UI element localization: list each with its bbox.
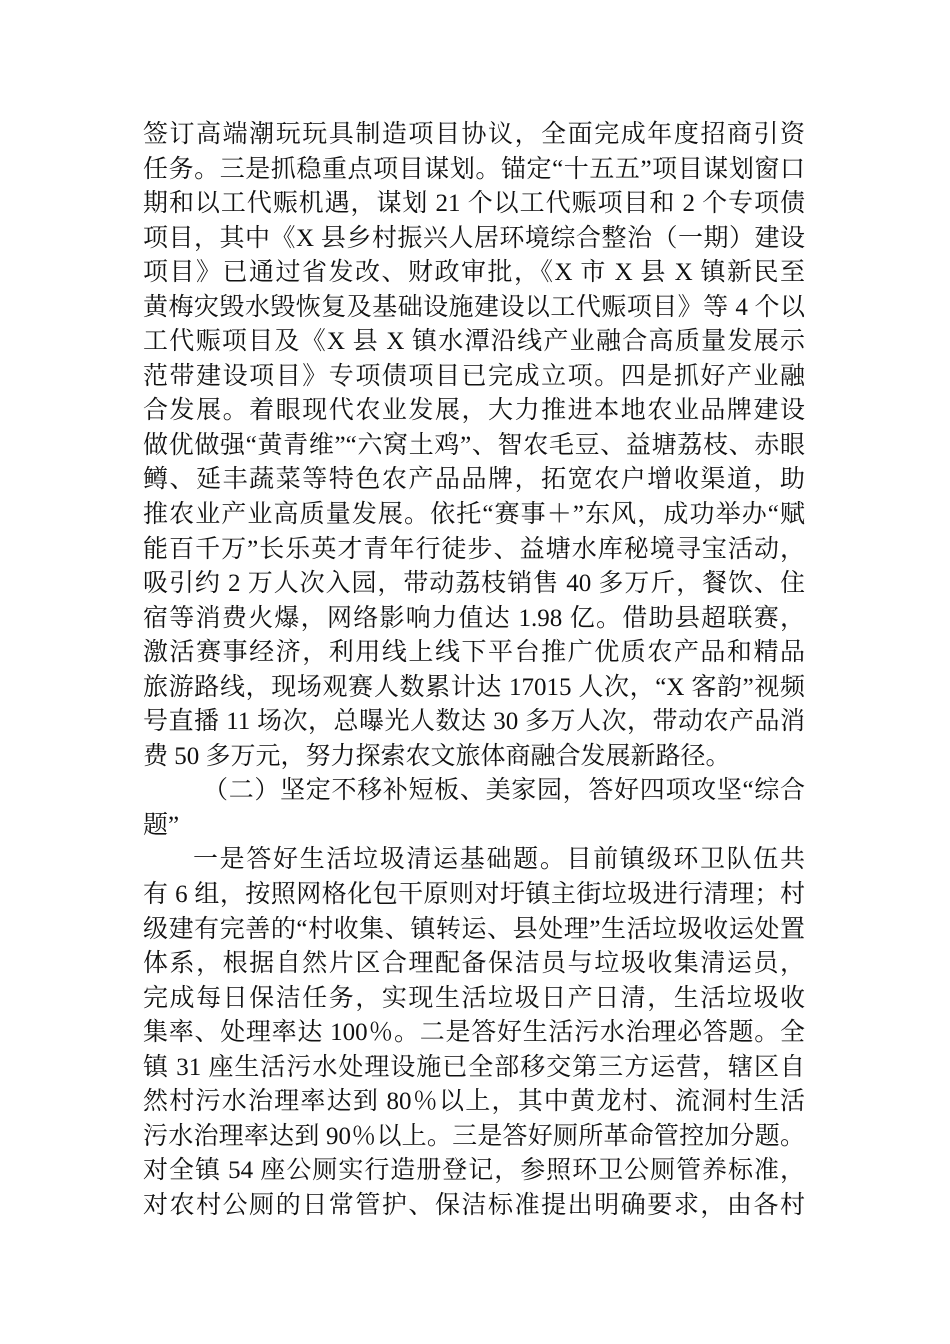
heading-line: （二）坚定不移补短板、美家园，答好四项攻坚“综合	[203, 777, 805, 805]
text-line: 吸引约 2 万人次入园，带动荔枝销售 40 多万斤，餐饮、住	[143, 570, 805, 598]
text-line: 黄梅灾毁水毁恢复及基础设施建设以工代赈项目》等 4 个以	[143, 293, 805, 321]
text-line: 费 50 多万元，努力探索农文旅体商融合发展新路径。	[143, 742, 731, 770]
text-line: 有 6 组，按照网格化包干原则对圩镇主街垃圾进行清理；村	[143, 881, 805, 909]
text-line: 对全镇 54 座公厕实行造册登记，参照环卫公厕管养标准，	[143, 1157, 805, 1185]
section-heading	[143, 774, 805, 843]
text-line: 合发展。着眼现代农业发展，大力推进本地农业品牌建设	[143, 397, 805, 425]
paragraph-sanitation	[143, 843, 805, 1223]
text-line: 工代赈项目及《X 县 X 镇水潭沿线产业融合高质量发展示	[143, 328, 805, 356]
text-line: 项目》已通过省发改、财政审批，《X 市 X 县 X 镇新民至	[143, 259, 805, 287]
text-line: 做优做强“黄青维”“六窝土鸡”、智农毛豆、益塘荔枝、赤眼	[143, 431, 805, 459]
text-line: 项目，其中《X 县乡村振兴人居环境综合整治（一期）建设	[143, 224, 805, 252]
text-line: 一是答好生活垃圾清运基础题。目前镇级环卫队伍共	[193, 846, 805, 874]
text-line: 激活赛事经济，利用线上线下平台推广优质农产品和精品	[143, 639, 805, 667]
text-line: 级建有完善的“村收集、镇转运、县处理”生活垃圾收运处置	[143, 915, 805, 943]
text-line: 推农业产业高质量发展。依托“赛事＋”东风，成功举办“赋	[143, 501, 805, 529]
text-line: 任务。三是抓稳重点项目谋划。锚定“十五五”项目谋划窗口	[143, 155, 805, 183]
text-line: 镇 31 座生活污水处理设施已全部移交第三方运营，辖区自	[143, 1053, 805, 1081]
paragraph-investment-projects	[143, 118, 805, 774]
text-line: 宿等消费火爆，网络影响力值达 1.98 亿。借助县超联赛，	[143, 604, 805, 632]
text-line: 污水治理率达到 90％以上。三是答好厕所革命管控加分题。	[143, 1122, 805, 1150]
text-line: 旅游路线，现场观赛人数累计达 17015 人次，“X 客韵”视频	[143, 673, 805, 701]
heading-line: 题”	[143, 811, 180, 839]
text-line: 然村污水治理率达到 80％以上，其中黄龙村、流洞村生活	[143, 1088, 805, 1116]
text-line: 签订高端潮玩玩具制造项目协议，全面完成年度招商引资	[143, 121, 805, 148]
text-line: 期和以工代赈机遇，谋划 21 个以工代赈项目和 2 个专项债	[143, 190, 805, 218]
text-line: 完成每日保洁任务，实现生活垃圾日产日清，生活垃圾收	[143, 984, 805, 1012]
text-line: 号直播 11 场次，总曝光人数达 30 多万人次，带动农产品消	[143, 708, 805, 736]
text-line: 对农村公厕的日常管护、保洁标准提出明确要求，由各村	[143, 1191, 805, 1219]
text-line: 能百千万”长乐英才青年行徒步、益塘水库秘境寻宝活动，	[143, 535, 805, 563]
document-page	[143, 118, 805, 1224]
text-line: 集率、处理率达 100％。二是答好生活污水治理必答题。全	[143, 1019, 805, 1047]
text-line: 体系，根据自然片区合理配备保洁员与垃圾收集清运员，	[143, 950, 805, 978]
text-line: 范带建设项目》专项债项目已完成立项。四是抓好产业融	[143, 362, 805, 390]
text-line: 鳟、延丰蔬菜等特色农产品品牌，拓宽农户增收渠道，助	[143, 466, 805, 494]
